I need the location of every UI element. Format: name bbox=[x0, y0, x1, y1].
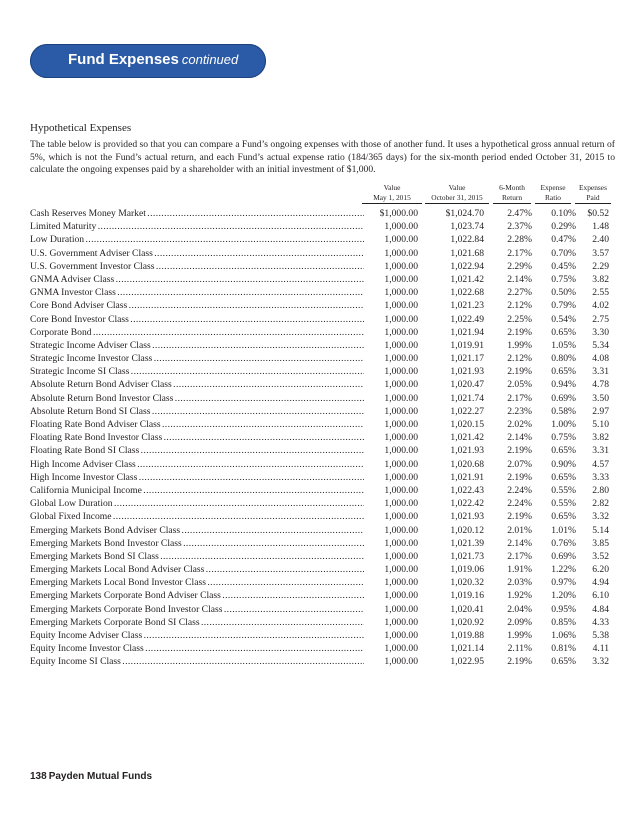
fund-name-cell: Equity Income Investor Class . . . bbox=[30, 642, 364, 655]
fund-name-cell: Emerging Markets Bond Investor Class . . . bbox=[30, 537, 364, 550]
expense-ratio-cell: 0.47% bbox=[551, 234, 576, 246]
page-footer bbox=[30, 771, 152, 782]
table-row bbox=[30, 603, 610, 616]
six-month-return-cell: 2.27% bbox=[507, 287, 532, 299]
six-month-return-cell: 1.91% bbox=[507, 564, 532, 576]
section-heading: Hypothetical Expenses bbox=[30, 122, 132, 134]
expenses-paid-cell: 2.29 bbox=[592, 260, 609, 272]
six-month-return-cell: 2.23% bbox=[507, 405, 532, 417]
expenses-paid-cell: 5.34 bbox=[592, 339, 609, 351]
expense-ratio-cell: 0.76% bbox=[551, 537, 576, 549]
expenses-paid-cell: 3.50 bbox=[592, 392, 609, 404]
expense-ratio-cell: 0.69% bbox=[551, 392, 576, 404]
beginning-value-cell: 1,000.00 bbox=[384, 445, 418, 457]
six-month-return-cell: 2.19% bbox=[507, 326, 532, 338]
fund-name-cell: Floating Rate Bond SI Class . . . bbox=[30, 444, 364, 457]
beginning-value-cell: 1,000.00 bbox=[384, 300, 418, 312]
fund-name-cell: Absolute Return Bond Adviser Class . . . bbox=[30, 378, 364, 391]
beginning-value-cell: 1,000.00 bbox=[384, 590, 418, 602]
fund-name-cell: Core Bond Adviser Class . . . bbox=[30, 299, 364, 312]
table-row bbox=[30, 629, 610, 642]
beginning-value-cell: 1,000.00 bbox=[384, 234, 418, 246]
table-row bbox=[30, 576, 610, 589]
fund-name-cell: Global Low Duration . . . bbox=[30, 497, 364, 510]
expense-ratio-cell: 1.06% bbox=[551, 630, 576, 641]
fund-name-cell: Emerging Markets Corporate Bond SI Class . . . bbox=[30, 616, 364, 629]
expenses-paid-cell: 2.82 bbox=[592, 498, 609, 510]
ending-value-cell: 1,020.68 bbox=[450, 458, 484, 470]
table-row bbox=[30, 524, 610, 537]
fund-name-cell: Emerging Markets Corporate Bond Investor Class . . . bbox=[30, 603, 364, 616]
expense-ratio-cell: 0.75% bbox=[551, 432, 576, 444]
column-header-line2: Paid bbox=[575, 193, 611, 205]
six-month-return-cell: 2.11% bbox=[507, 643, 532, 655]
expenses-paid-cell: 5.38 bbox=[592, 630, 609, 641]
six-month-return-cell: 2.24% bbox=[507, 498, 532, 510]
six-month-return-cell: 2.19% bbox=[507, 445, 532, 457]
fund-name-cell: High Income Investor Class . . . bbox=[30, 471, 364, 484]
expense-ratio-cell: 0.94% bbox=[551, 379, 576, 391]
six-month-return-cell: 2.12% bbox=[507, 353, 532, 365]
ending-value-cell: 1,022.49 bbox=[450, 313, 484, 325]
fund-name-cell: Global Fixed Income . . . bbox=[30, 510, 364, 523]
six-month-return-cell: 2.29% bbox=[507, 260, 532, 272]
ending-value-cell: 1,021.91 bbox=[450, 471, 484, 483]
six-month-return-cell: 2.09% bbox=[507, 616, 532, 628]
ending-value-cell: 1,021.17 bbox=[450, 353, 484, 365]
expenses-paid-cell: 4.78 bbox=[592, 379, 609, 391]
column-header-line2: Return bbox=[493, 193, 531, 205]
table-row bbox=[30, 616, 610, 629]
ending-value-cell: 1,021.93 bbox=[450, 445, 484, 457]
table-row bbox=[30, 286, 610, 299]
table-row bbox=[30, 655, 610, 668]
ending-value-cell: 1,019.06 bbox=[450, 564, 484, 576]
ending-value-cell: 1,020.15 bbox=[450, 419, 484, 430]
beginning-value-cell: 1,000.00 bbox=[384, 511, 418, 523]
table-row bbox=[30, 260, 610, 273]
ending-value-cell: 1,022.94 bbox=[450, 260, 484, 272]
table-row bbox=[30, 392, 610, 405]
expenses-paid-cell: 3.31 bbox=[592, 366, 609, 378]
column-header-line1: 6-Month bbox=[499, 183, 525, 192]
six-month-return-cell: 2.05% bbox=[507, 379, 532, 391]
fund-name-cell: Low Duration . . . bbox=[30, 233, 364, 246]
expenses-paid-cell: $0.52 bbox=[587, 208, 609, 219]
expenses-paid-cell: 2.40 bbox=[592, 234, 609, 246]
beginning-value-cell: 1,000.00 bbox=[384, 392, 418, 404]
expenses-paid-cell: 3.85 bbox=[592, 537, 609, 549]
ending-value-cell: 1,019.16 bbox=[450, 590, 484, 602]
ending-value-cell: 1,022.27 bbox=[450, 405, 484, 417]
fund-name-cell: Floating Rate Bond Adviser Class . . . bbox=[30, 418, 364, 431]
expense-ratio-cell: 0.65% bbox=[551, 445, 576, 457]
fund-name-cell: Strategic Income Investor Class . . . bbox=[30, 352, 364, 365]
column-header-line1: Value bbox=[383, 183, 401, 192]
beginning-value-cell: 1,000.00 bbox=[384, 339, 418, 351]
expenses-paid-cell: 5.10 bbox=[592, 419, 609, 430]
expenses-paid-cell: 4.57 bbox=[592, 458, 609, 470]
expense-ratio-cell: 0.55% bbox=[551, 498, 576, 510]
expenses-paid-cell: 3.52 bbox=[592, 550, 609, 562]
expenses-table bbox=[30, 207, 610, 669]
expense-ratio-cell: 0.79% bbox=[551, 300, 576, 312]
table-row bbox=[30, 273, 610, 286]
expense-ratio-cell: 0.58% bbox=[551, 405, 576, 417]
expenses-paid-cell: 3.82 bbox=[592, 273, 609, 285]
ending-value-cell: 1,021.14 bbox=[450, 643, 484, 655]
fund-name-cell: Core Bond Investor Class . . . bbox=[30, 313, 364, 326]
expenses-paid-cell: 4.84 bbox=[592, 603, 609, 615]
beginning-value-cell: 1,000.00 bbox=[384, 577, 418, 589]
expenses-paid-cell: 4.08 bbox=[592, 353, 609, 365]
beginning-value-cell: 1,000.00 bbox=[384, 273, 418, 285]
fund-name-cell: Emerging Markets Local Bond Investor Class . . . bbox=[30, 576, 364, 589]
table-row bbox=[30, 313, 610, 326]
expenses-paid-cell: 4.11 bbox=[592, 643, 609, 655]
six-month-return-cell: 2.12% bbox=[507, 300, 532, 312]
beginning-value-cell: 1,000.00 bbox=[384, 471, 418, 483]
ending-value-cell: 1,019.91 bbox=[450, 339, 484, 351]
expenses-paid-cell: 4.94 bbox=[592, 577, 609, 589]
table-row bbox=[30, 458, 610, 471]
table-row bbox=[30, 471, 610, 484]
expense-ratio-cell: 1.01% bbox=[551, 524, 576, 536]
fund-name-cell: GNMA Investor Class . . . bbox=[30, 286, 364, 299]
ending-value-cell: 1,021.94 bbox=[450, 326, 484, 338]
beginning-value-cell: 1,000.00 bbox=[384, 643, 418, 655]
ending-value-cell: 1,021.73 bbox=[450, 550, 484, 562]
beginning-value-cell: 1,000.00 bbox=[384, 247, 418, 259]
six-month-return-cell: 2.01% bbox=[507, 524, 532, 536]
ending-value-cell: 1,021.93 bbox=[450, 366, 484, 378]
expense-ratio-cell: 0.54% bbox=[551, 313, 576, 325]
column-header-line2: Ratio bbox=[535, 193, 571, 205]
ending-value-cell: 1,020.92 bbox=[450, 616, 484, 628]
table-row bbox=[30, 352, 610, 365]
fund-name-cell: U.S. Government Investor Class . . . bbox=[30, 260, 364, 273]
table-row bbox=[30, 550, 610, 563]
fund-name-cell: Strategic Income SI Class . . . bbox=[30, 365, 364, 378]
ending-value-cell: 1,021.42 bbox=[450, 273, 484, 285]
expense-ratio-cell: 0.55% bbox=[551, 484, 576, 496]
ending-value-cell: 1,019.88 bbox=[450, 630, 484, 641]
six-month-return-cell: 2.14% bbox=[507, 273, 532, 285]
beginning-value-cell: 1,000.00 bbox=[384, 524, 418, 536]
table-row bbox=[30, 247, 610, 260]
fund-name-cell: Equity Income SI Class . . . bbox=[30, 655, 364, 668]
table-row bbox=[30, 418, 610, 431]
expenses-paid-cell: 4.02 bbox=[592, 300, 609, 312]
expense-ratio-cell: 0.90% bbox=[551, 458, 576, 470]
table-row bbox=[30, 589, 610, 602]
fund-name-cell: Emerging Markets Corporate Bond Adviser Class . . . bbox=[30, 589, 364, 602]
beginning-value-cell: 1,000.00 bbox=[384, 484, 418, 496]
table-row bbox=[30, 510, 610, 523]
ending-value-cell: 1,021.39 bbox=[450, 537, 484, 549]
expenses-paid-cell: 2.75 bbox=[592, 313, 609, 325]
ending-value-cell: 1,021.42 bbox=[450, 432, 484, 444]
table-row bbox=[30, 220, 610, 233]
beginning-value-cell: 1,000.00 bbox=[384, 221, 418, 233]
beginning-value-cell: 1,000.00 bbox=[384, 326, 418, 338]
table-row bbox=[30, 563, 610, 576]
six-month-return-cell: 1.99% bbox=[507, 630, 532, 641]
page-number: 138 bbox=[30, 771, 47, 782]
ending-value-cell: 1,022.42 bbox=[450, 498, 484, 510]
column-header-line1: Expense bbox=[540, 183, 566, 192]
fund-name-cell: California Municipal Income . . . bbox=[30, 484, 364, 497]
expenses-paid-cell: 2.55 bbox=[592, 287, 609, 299]
expense-ratio-cell: 0.97% bbox=[551, 577, 576, 589]
beginning-value-cell: 1,000.00 bbox=[384, 287, 418, 299]
ending-value-cell: 1,022.84 bbox=[450, 234, 484, 246]
ending-value-cell: $1,024.70 bbox=[445, 208, 484, 219]
expense-ratio-cell: 0.65% bbox=[551, 471, 576, 483]
beginning-value-cell: 1,000.00 bbox=[384, 550, 418, 562]
table-row bbox=[30, 642, 610, 655]
fund-name-cell: Strategic Income Adviser Class . . . bbox=[30, 339, 364, 352]
expenses-paid-cell: 4.33 bbox=[592, 616, 609, 628]
expenses-paid-cell: 2.97 bbox=[592, 405, 609, 417]
beginning-value-cell: 1,000.00 bbox=[384, 313, 418, 325]
expense-ratio-cell: 0.85% bbox=[551, 616, 576, 628]
expense-ratio-cell: 0.69% bbox=[551, 550, 576, 562]
expenses-paid-cell: 1.48 bbox=[592, 221, 609, 233]
six-month-return-cell: 2.28% bbox=[507, 234, 532, 246]
table-row bbox=[30, 497, 610, 510]
six-month-return-cell: 2.25% bbox=[507, 313, 532, 325]
fund-name-cell: Absolute Return Bond Investor Class . . . bbox=[30, 392, 364, 405]
intro-paragraph: The table below is provided so that you can compare a Fund’s ongoing expenses with those of another fund. It uses a hypothetical gross annual return of 5%, which is not the Fund’s actual return, and each Fund’s actual expense ratio (184/365 days) for the six-month period ended October 31, 2015 to calculate the ongoing expenses paid by a shareholder with an initial investment of $1,000. bbox=[30, 139, 615, 176]
table-row bbox=[30, 378, 610, 391]
six-month-return-cell: 2.19% bbox=[507, 366, 532, 378]
column-header-expenses-paid bbox=[575, 183, 611, 204]
expenses-paid-cell: 3.31 bbox=[592, 445, 609, 457]
expenses-paid-cell: 2.80 bbox=[592, 484, 609, 496]
beginning-value-cell: 1,000.00 bbox=[384, 366, 418, 378]
fund-name-cell: High Income Adviser Class . . . bbox=[30, 458, 364, 471]
column-header-begin-value bbox=[362, 183, 422, 204]
ending-value-cell: 1,020.41 bbox=[450, 603, 484, 615]
six-month-return-cell: 1.99% bbox=[507, 339, 532, 351]
ending-value-cell: 1,021.74 bbox=[450, 392, 484, 404]
ending-value-cell: 1,021.23 bbox=[450, 300, 484, 312]
expense-ratio-cell: 1.05% bbox=[551, 339, 576, 351]
expense-ratio-cell: 0.65% bbox=[551, 366, 576, 378]
table-row bbox=[30, 537, 610, 550]
expenses-paid-cell: 6.20 bbox=[592, 564, 609, 576]
expense-ratio-cell: 1.00% bbox=[551, 419, 576, 430]
ending-value-cell: 1,020.47 bbox=[450, 379, 484, 391]
banner-subtitle: continued bbox=[181, 52, 239, 67]
column-header-line2: May 1, 2015 bbox=[362, 193, 422, 205]
beginning-value-cell: 1,000.00 bbox=[384, 630, 418, 641]
fund-name-cell: Equity Income Adviser Class . . . bbox=[30, 629, 364, 642]
expense-ratio-cell: 0.50% bbox=[551, 287, 576, 299]
expenses-paid-cell: 3.32 bbox=[592, 656, 609, 668]
six-month-return-cell: 2.14% bbox=[507, 432, 532, 444]
column-header-line2: October 31, 2015 bbox=[425, 193, 489, 205]
beginning-value-cell: $1,000.00 bbox=[379, 208, 418, 219]
six-month-return-cell: 2.19% bbox=[507, 471, 532, 483]
expense-ratio-cell: 1.20% bbox=[551, 590, 576, 602]
table-row bbox=[30, 444, 610, 457]
fund-name-cell: Emerging Markets Bond Adviser Class . . . bbox=[30, 524, 364, 537]
beginning-value-cell: 1,000.00 bbox=[384, 379, 418, 391]
table-row bbox=[30, 339, 610, 352]
expenses-paid-cell: 3.82 bbox=[592, 432, 609, 444]
expenses-paid-cell: 3.30 bbox=[592, 326, 609, 338]
six-month-return-cell: 2.02% bbox=[507, 419, 532, 430]
beginning-value-cell: 1,000.00 bbox=[384, 498, 418, 510]
beginning-value-cell: 1,000.00 bbox=[384, 564, 418, 576]
expense-ratio-cell: 0.65% bbox=[551, 326, 576, 338]
column-header-line1: Value bbox=[448, 183, 466, 192]
table-row bbox=[30, 233, 610, 246]
fund-name-cell: Absolute Return Bond SI Class . . . bbox=[30, 405, 364, 418]
fund-name-cell: Corporate Bond . . . bbox=[30, 326, 364, 339]
ending-value-cell: 1,020.12 bbox=[450, 524, 484, 536]
expense-ratio-cell: 0.10% bbox=[551, 208, 576, 219]
section-banner bbox=[30, 44, 266, 78]
ending-value-cell: 1,022.68 bbox=[450, 287, 484, 299]
column-header-line1: Expenses bbox=[579, 183, 607, 192]
six-month-return-cell: 1.92% bbox=[507, 590, 532, 602]
banner-text bbox=[68, 51, 238, 69]
beginning-value-cell: 1,000.00 bbox=[384, 419, 418, 430]
column-header-expense-ratio bbox=[535, 183, 571, 204]
expense-ratio-cell: 0.29% bbox=[551, 221, 576, 233]
beginning-value-cell: 1,000.00 bbox=[384, 616, 418, 628]
beginning-value-cell: 1,000.00 bbox=[384, 405, 418, 417]
ending-value-cell: 1,021.68 bbox=[450, 247, 484, 259]
fund-name-cell: Limited Maturity . . . bbox=[30, 220, 364, 233]
expense-ratio-cell: 0.95% bbox=[551, 603, 576, 615]
fund-name-cell: U.S. Government Adviser Class . . . bbox=[30, 247, 364, 260]
fund-name-cell: Emerging Markets Bond SI Class . . . bbox=[30, 550, 364, 563]
ending-value-cell: 1,023.74 bbox=[450, 221, 484, 233]
expense-ratio-cell: 0.45% bbox=[551, 260, 576, 272]
six-month-return-cell: 2.17% bbox=[507, 392, 532, 404]
ending-value-cell: 1,022.43 bbox=[450, 484, 484, 496]
table-row bbox=[30, 326, 610, 339]
fund-name-cell: Cash Reserves Money Market . . . bbox=[30, 207, 364, 220]
beginning-value-cell: 1,000.00 bbox=[384, 656, 418, 668]
expenses-paid-cell: 6.10 bbox=[592, 590, 609, 602]
table-row bbox=[30, 484, 610, 497]
column-header-return bbox=[493, 183, 531, 204]
expenses-paid-cell: 3.32 bbox=[592, 511, 609, 523]
beginning-value-cell: 1,000.00 bbox=[384, 353, 418, 365]
ending-value-cell: 1,021.93 bbox=[450, 511, 484, 523]
six-month-return-cell: 2.03% bbox=[507, 577, 532, 589]
table-row bbox=[30, 299, 610, 312]
ending-value-cell: 1,022.95 bbox=[450, 656, 484, 668]
six-month-return-cell: 2.17% bbox=[507, 550, 532, 562]
table-row bbox=[30, 207, 610, 220]
six-month-return-cell: 2.04% bbox=[507, 603, 532, 615]
expense-ratio-cell: 0.75% bbox=[551, 273, 576, 285]
expense-ratio-cell: 0.70% bbox=[551, 247, 576, 259]
expenses-paid-cell: 3.57 bbox=[592, 247, 609, 259]
table-row bbox=[30, 365, 610, 378]
expenses-paid-cell: 3.33 bbox=[592, 471, 609, 483]
publisher-name: Payden Mutual Funds bbox=[48, 771, 153, 782]
six-month-return-cell: 2.24% bbox=[507, 484, 532, 496]
table-row bbox=[30, 405, 610, 418]
fund-name-cell: Emerging Markets Local Bond Adviser Class . . . bbox=[30, 563, 364, 576]
beginning-value-cell: 1,000.00 bbox=[384, 537, 418, 549]
fund-name-cell: Floating Rate Bond Investor Class . . . bbox=[30, 431, 364, 444]
banner-title: Fund Expenses bbox=[68, 51, 179, 68]
expense-ratio-cell: 0.80% bbox=[551, 353, 576, 365]
six-month-return-cell: 2.37% bbox=[507, 221, 532, 233]
six-month-return-cell: 2.19% bbox=[507, 656, 532, 668]
fund-name-cell: GNMA Adviser Class . . . bbox=[30, 273, 364, 286]
ending-value-cell: 1,020.32 bbox=[450, 577, 484, 589]
beginning-value-cell: 1,000.00 bbox=[384, 260, 418, 272]
six-month-return-cell: 2.19% bbox=[507, 511, 532, 523]
six-month-return-cell: 2.14% bbox=[507, 537, 532, 549]
expense-ratio-cell: 0.65% bbox=[551, 656, 576, 668]
expense-ratio-cell: 0.65% bbox=[551, 511, 576, 523]
beginning-value-cell: 1,000.00 bbox=[384, 432, 418, 444]
expenses-paid-cell: 5.14 bbox=[592, 524, 609, 536]
table-row bbox=[30, 431, 610, 444]
beginning-value-cell: 1,000.00 bbox=[384, 603, 418, 615]
beginning-value-cell: 1,000.00 bbox=[384, 458, 418, 470]
six-month-return-cell: 2.07% bbox=[507, 458, 532, 470]
six-month-return-cell: 2.47% bbox=[507, 208, 532, 219]
six-month-return-cell: 2.17% bbox=[507, 247, 532, 259]
expense-ratio-cell: 1.22% bbox=[551, 564, 576, 576]
column-header-end-value bbox=[425, 183, 489, 204]
expense-ratio-cell: 0.81% bbox=[551, 643, 576, 655]
